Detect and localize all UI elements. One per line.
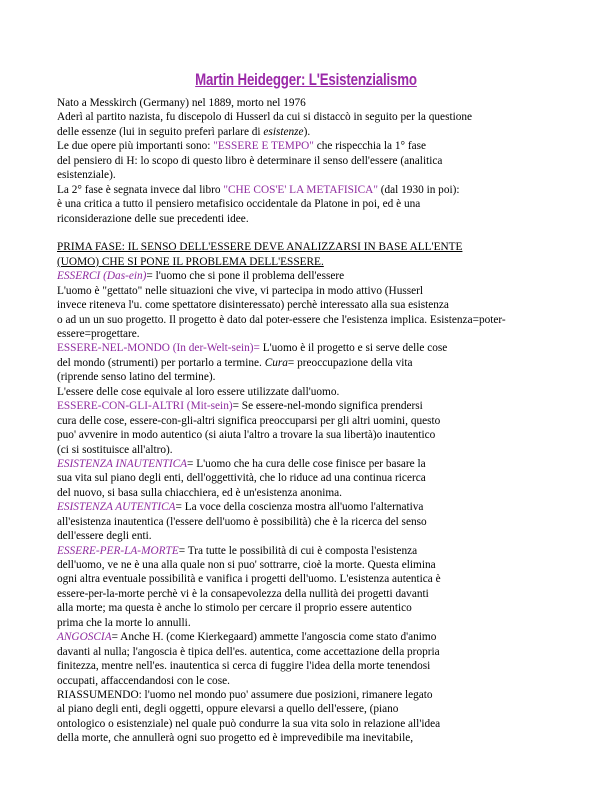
page-title: Martin Heidegger: L'Esistenzialismo — [195, 70, 417, 89]
intro-line: Nato a Messkirch (Germany) nel 1889, morto nel 1976 — [57, 97, 306, 109]
term-line: ESISTENZA INAUTENTICA= L'uomo che ha cura delle cose finisce per basare la — [57, 457, 426, 470]
paragraph-line: L'essere delle cose equivale al loro essere utilizzate dall'uomo. — [57, 385, 340, 398]
paragraph-line: del mondo (strumenti) per portarlo a termine. Cura= preoccupazione della vita — [57, 356, 413, 369]
intro-line: riconsiderazione delle sue precedenti idee. — [57, 212, 249, 225]
term-esistenza-autentica: ESISTENZA AUTENTICA — [57, 501, 176, 514]
paragraph-line: del nuovo, si basa sulla chiacchiera, ed è un'esistenza anonima. — [57, 486, 342, 499]
paragraph-line: prima che la morte lo annulli. — [57, 616, 191, 629]
term-essere-con-gli-altri: ESSERE-CON-GLI-ALTRI (Mit-sein) — [57, 400, 233, 413]
term-esserci: ESSERCI (Das-ein) — [57, 270, 147, 283]
book-title-essere-e-tempo: "ESSERE E TEMPO" — [213, 140, 314, 153]
intro-line: Le due opere più importanti sono: "ESSERE E TEMPO" che rispecchia la 1° fase — [57, 140, 427, 153]
summary-line: RIASSUMENDO: l'uomo nel mondo puo' assumere due posizioni, rimanere legato — [57, 688, 433, 701]
summary-line: della morte, che annullerà ogni suo progetto ed è imprevedibile ma inevitabile, — [57, 732, 414, 745]
paragraph-line: puo' avvenire in modo autentico (si aiuta l'altro a trovare la sua libertà)o inautentico — [57, 429, 436, 442]
term-esistenza-inautentica: ESISTENZA INAUTENTICA — [57, 457, 188, 470]
paragraph-line: o ad un un suo progetto. Il progetto è dato dal poter-essere che l'esistenza implica. Esistenza=poter- — [57, 313, 506, 326]
summary-line: al piano degli enti, degli oggetti, oppure elevarsi a quello dell'essere, (piano — [57, 703, 399, 716]
paragraph-line: occupati, affaccendandosi con le cose. — [57, 674, 230, 687]
term-line: ESSERE-NEL-MONDO (In der-Welt-sein)= L'uomo è il progetto e si serve delle cose — [57, 342, 448, 355]
intro-line: La 2° fase è segnata invece dal libro "CHE COS'E' LA METAFISICA" (dal 1930 in poi): — [57, 183, 460, 196]
term-line: ESSERE-CON-GLI-ALTRI (Mit-sein)= Se essere-nel-mondo significa prendersi — [57, 400, 423, 413]
paragraph-line: all'esistenza inautentica (l'essere dell'uomo è possibilità) che è la ricerca del senso — [57, 515, 427, 528]
summary-line: ontologico o esistenziale) nel quale può condurre la sua vita solo in relazione all'idea — [57, 717, 441, 730]
term-line: ESSERCI (Das-ein)= l'uomo che si pone il problema dell'essere — [57, 270, 345, 283]
paragraph-line: (ci si sostituisce all'altro). — [57, 443, 173, 456]
emphasis-cura: Cura — [264, 356, 288, 369]
spacer — [57, 226, 557, 240]
term-essere-nel-mondo: ESSERE-NEL-MONDO (In der-Welt-sein)= — [57, 342, 260, 355]
paragraph-line: L'uomo è "gettato" nelle situazioni che vive, vi partecipa in modo attivo (Husserl — [57, 284, 424, 297]
paragraph-line: essere-per-la-morte perchè vi è la consapevolezza della nullità dei progetti davanti — [57, 587, 429, 600]
section-heading: PRIMA FASE: IL SENSO DELL'ESSERE DEVE ANALIZZARSI IN BASE ALL'ENTE — [57, 241, 463, 254]
term-line: ESISTENZA AUTENTICA= La voce della coscienza mostra all'uomo l'alternativa — [57, 501, 424, 514]
intro-line: del pensiero di H: lo scopo di questo libro è determinare il senso dell'essere (analitica — [57, 154, 443, 167]
paragraph-line: alla morte; ma questa è anche lo stimolo per cercare il proprio essere autentico — [57, 602, 412, 615]
paragraph-line: cura delle cose, essere-con-gli-altri significa preoccuparsi per gli altri uomini, questo — [57, 414, 441, 427]
section-heading: (UOMO) CHE SI PONE IL PROBLEMA DELL'ESSERE. — [57, 255, 324, 268]
document-body — [57, 96, 557, 746]
paragraph-line: sua vita sul piano degli enti, dell'oggettività, che lo riduce ad una continua ricerca — [57, 472, 426, 485]
intro-line: esistenziale). — [57, 169, 116, 182]
intro-line: è una critica a tutto il pensiero metafisico occidentale da Platone in poi, ed è una — [57, 198, 421, 211]
paragraph-line: davanti al nulla; l'angoscia è tipica dell'es. autentica, come accettazione della propria — [57, 645, 440, 658]
paragraph-line: dell'essere degli enti. — [57, 530, 152, 543]
term-line: ESSERE-PER-LA-MORTE= Tra tutte le possibilità di cui è composta l'esistenza — [57, 544, 418, 557]
paragraph-line: invece riteneva l'u. come spettatore disinteressato) perchè interessato alla sua esistenza — [57, 299, 449, 312]
intro-line: Aderì al partito nazista, fu discepolo di Husserl da cui si distaccò in seguito per la questione — [57, 111, 473, 124]
paragraph-line: finitezza, mentre nell'es. inautentica si cerca di fuggire l'idea della morte tenendosi — [57, 660, 431, 673]
paragraph-line: essere=progettare. — [57, 328, 140, 340]
term-line: ANGOSCIA= Anche H. (come Kierkegaard) ammette l'angoscia come stato d'animo — [57, 631, 437, 644]
book-title-metafisica: "CHE COS'E' LA METAFISICA" — [223, 183, 378, 196]
emphasis-esistenze: esistenze — [263, 125, 304, 138]
term-angoscia: ANGOSCIA — [57, 631, 112, 644]
intro-line: delle essenze (lui in seguito preferì parlare di esistenze). — [57, 125, 311, 138]
paragraph-line: dell'uomo, ve ne è una alla quale non si puo' sottrarre, cioè la morte. Questa elimina — [57, 559, 436, 571]
paragraph-line: ogni altra eventuale possibilità e vanifica i progetti dell'uomo. L'esistenza autentica è — [57, 573, 441, 586]
paragraph-line: (riprende senso latino del termine). — [57, 371, 216, 384]
term-essere-per-la-morte: ESSERE-PER-LA-MORTE — [57, 544, 179, 557]
